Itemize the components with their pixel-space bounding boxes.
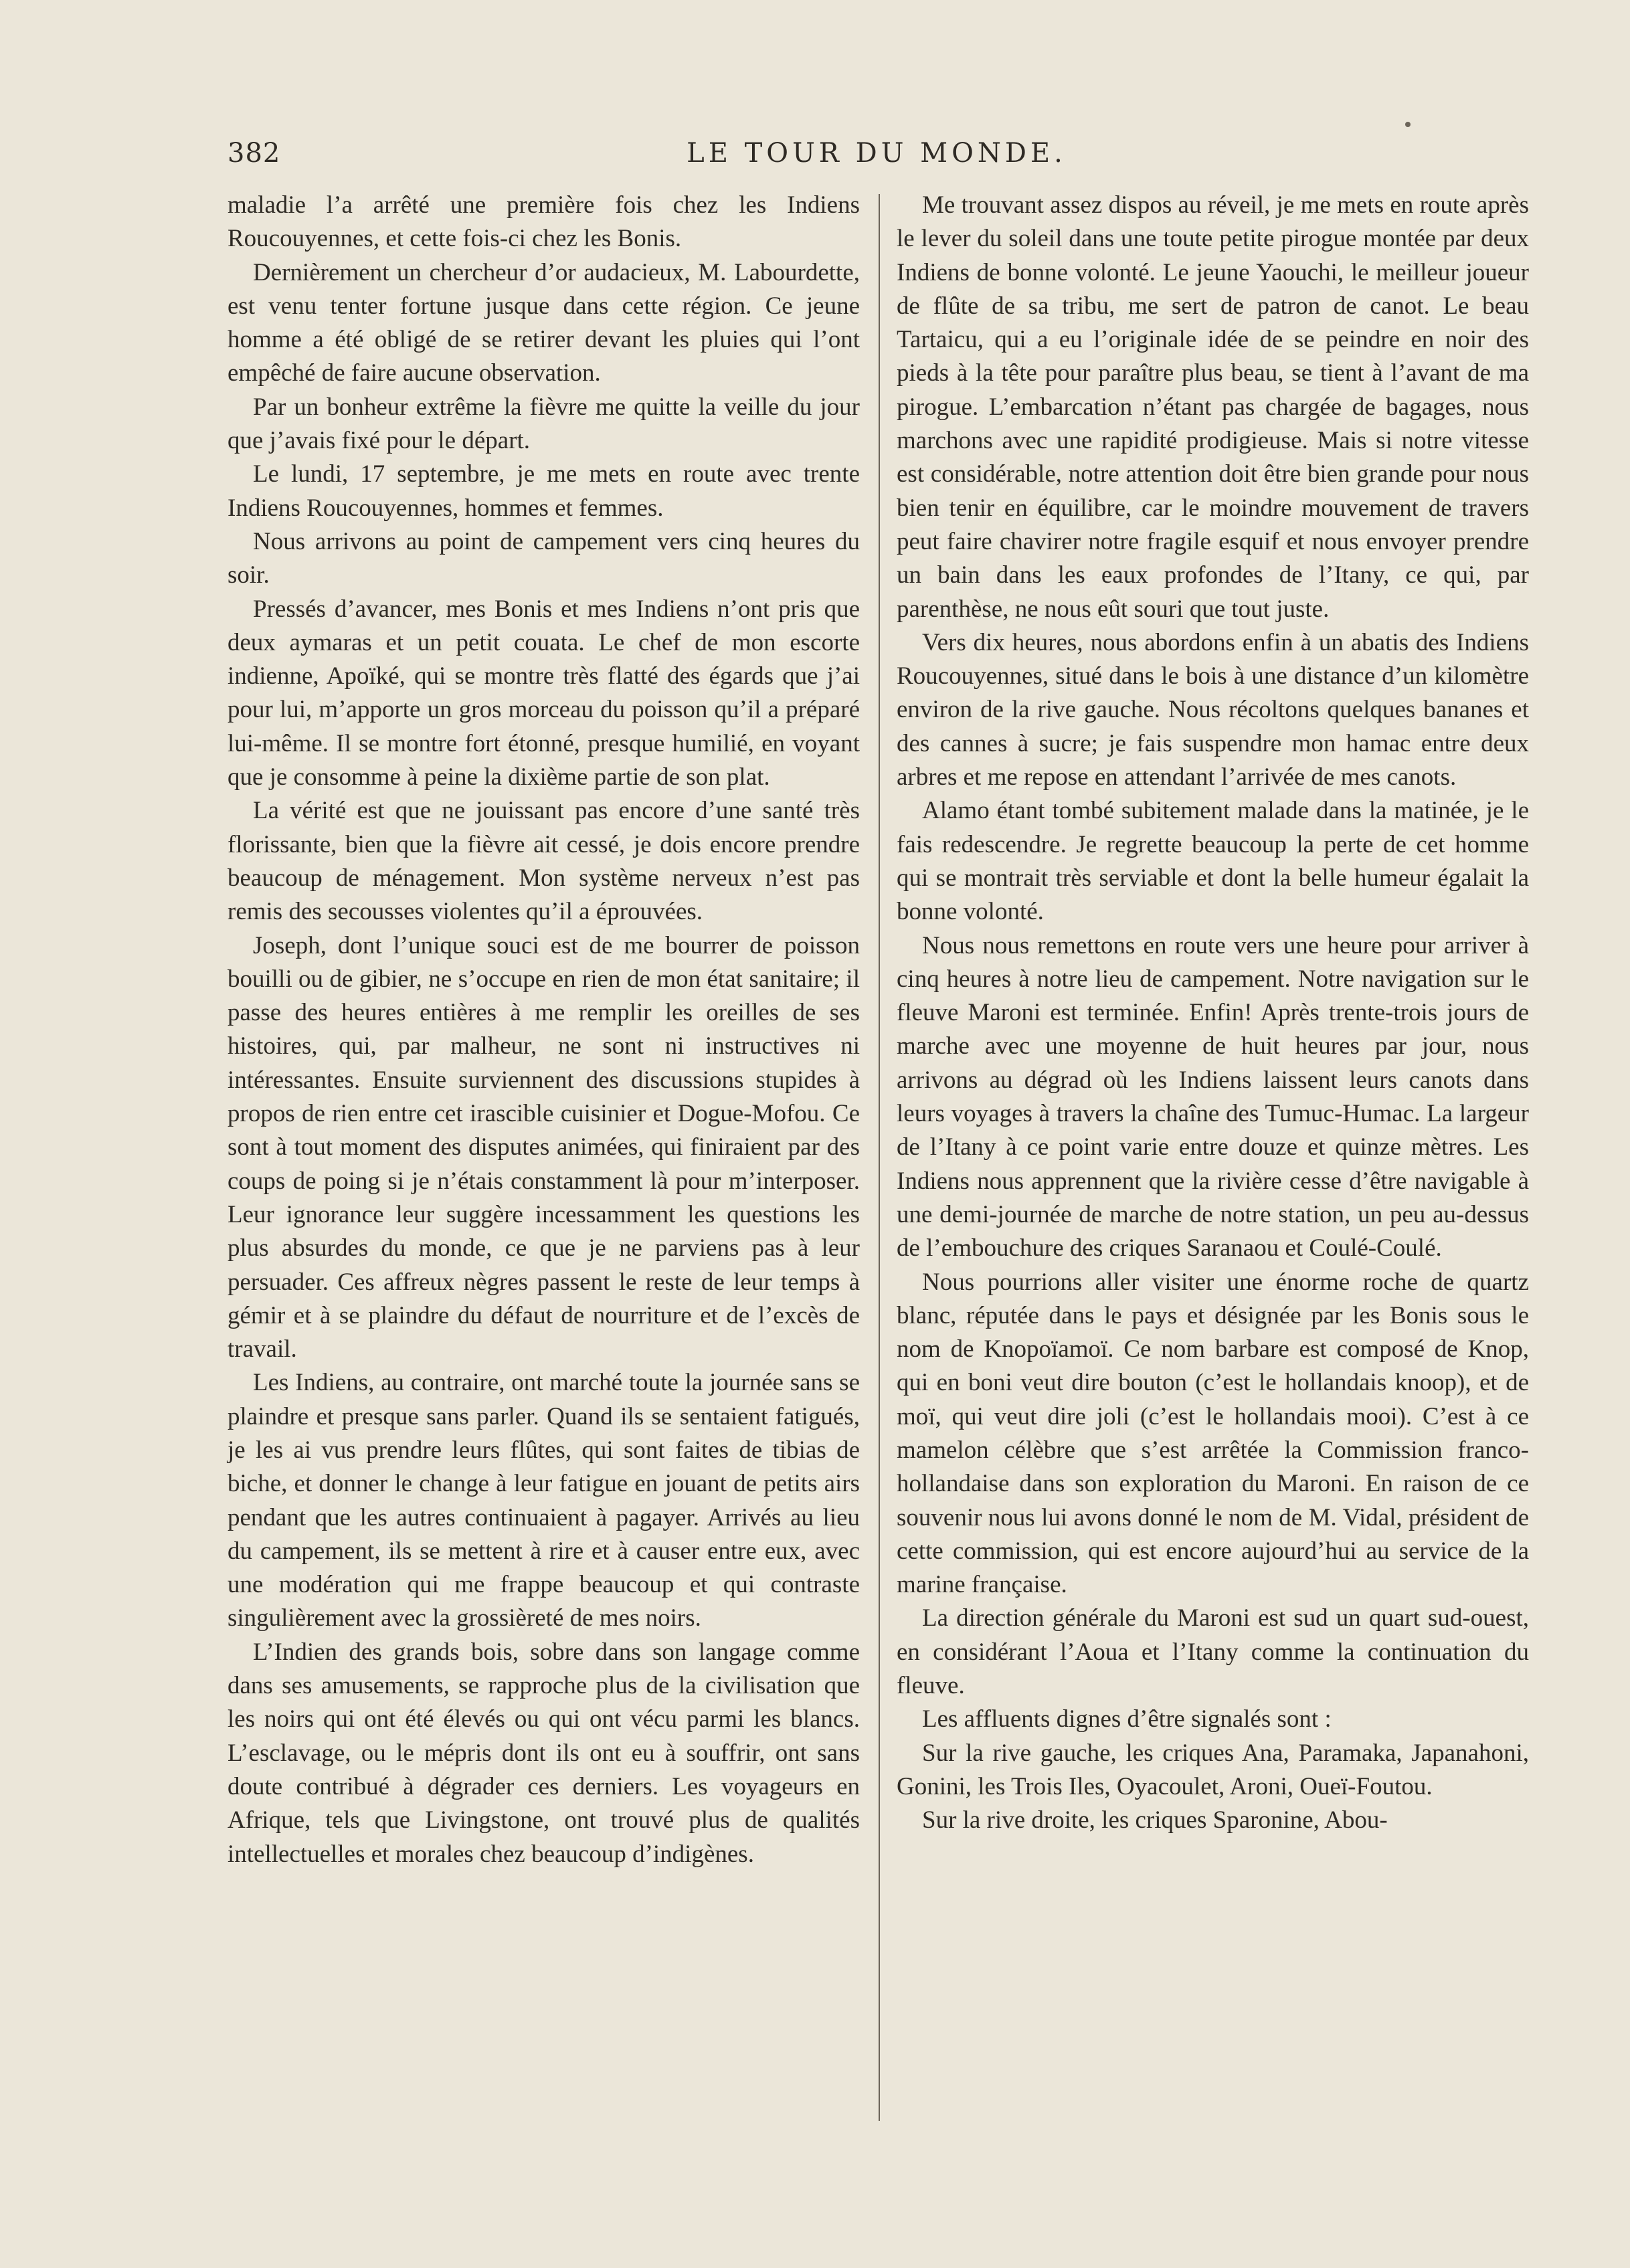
column-divider [879, 194, 880, 2121]
paragraph: Par un bonheur extrême la fièvre me quitte la veille du jour que j’avais fixé pour le départ. [228, 393, 860, 455]
page-number: 382 [228, 138, 281, 169]
left-column [228, 189, 860, 1871]
page-header [228, 138, 1526, 178]
running-title: LE TOUR DU MONDE. [687, 138, 1067, 169]
paragraph: Pressés d’avancer, mes Bonis et mes Indiens n’ont pris que deux aymaras et un petit couata. Le chef de mon escorte indienne, Apoïké, qui se montre très flatté des égards que j’ai pour lui, m’apporte un gros morceau du poisson qu’il a préparé lui-même. Il se montre fort étonné, presque humilié, en voyant que je consomme à peine la dixième partie de son plat. [228, 595, 860, 791]
paragraph: La direction générale du Maroni est sud un quart sud-ouest, en considérant l’Aoua et l’Itany comme la continuation du fleuve. [897, 1604, 1529, 1700]
paragraph: Les affluents dignes d’être signalés sont : [922, 1705, 1332, 1733]
paragraph: Les Indiens, au contraire, ont marché toute la journée sans se plaindre et presque sans parler. Quand ils se sentaient fatigués, je les ai vus prendre leurs flûtes, qui sont faites de tibias de biche, et donner le change à leur fatigue en jouant de petits airs pendant que les autres continuaient à pagayer. Arrivés au lieu du campement, ils se mettent à rire et à causer entre eux, avec une modération qui me frappe beaucoup et qui contraste singulièrement avec la grossièreté de mes noirs. [228, 1369, 860, 1632]
paragraph: Alamo étant tombé subitement malade dans la matinée, je le fais redescendre. Je regrette beaucoup la perte de cet homme qui se montrait très serviable et dont la belle humeur égalait la bonne volonté. [897, 797, 1529, 926]
ink-speck [1405, 122, 1411, 127]
paragraph: Me trouvant assez dispos au réveil, je me mets en route après le lever du soleil dans une toute petite pirogue montée par deux Indiens de bonne volonté. Le jeune Yaouchi, le meilleur joueur de flûte de sa tribu, me sert de patron de canot. Le beau Tartaicu, qui a eu l’originale idée de se peindre en noir des pieds à la tête pour paraître plus beau, se tient à l’avant de ma pirogue. L’embarcation n’étant pas chargée de bagages, nous marchons avec une rapidité prodigieuse. Mais si notre vitesse est considérable, notre attention doit être bien grande pour nous bien tenir en équilibre, car le moindre mouvement de travers peut faire chavirer notre fragile esquif et nous envoyer prendre un bain dans les eaux profondes de l’Itany, ce qui, par parenthèse, ne nous eût souri que tout juste. [897, 191, 1529, 623]
right-column [897, 189, 1529, 1838]
paragraph: Vers dix heures, nous abordons enfin à un abatis des Indiens Roucouyennes, situé dans le bois à une distance d’un kilomètre environ de la rive gauche. Nous récoltons quelques bananes et des cannes à sucre; je fais suspendre mon hamac entre deux arbres et me repose en attendant l’arrivée de mes canots. [897, 628, 1529, 791]
paragraph: maladie l’a arrêté une première fois chez les Indiens Roucouyennes, et cette fois-ci chez les Bonis. [228, 191, 860, 253]
paragraph: Nous arrivons au point de campement vers cinq heures du soir. [228, 527, 860, 589]
paragraph: Sur la rive gauche, les criques Ana, Paramaka, Japanahoni, Gonini, les Trois Iles, Oyacoulet, Aroni, Oueï-Foutou. [897, 1739, 1529, 1800]
paragraph: Joseph, dont l’unique souci est de me bourrer de poisson bouilli ou de gibier, ne s’occupe en rien de mon état sanitaire; il passe des heures entières à me remplir les oreilles de ses histoires, qui, par malheur, ne sont ni instructives ni intéressantes. Ensuite surviennent des discussions stupides à propos de rien entre cet irascible cuisinier et Dogue-Mofou. Ce sont à tout moment des disputes animées, qui finiraient par des coups de poing si je n’étais constamment là pour m’interposer. Leur ignorance leur suggère incessamment les questions les plus absurdes du monde, ce que je ne parviens pas à leur persuader. Ces affreux nègres passent le reste de leur temps à gémir et à se plaindre du défaut de nourriture et de l’excès de travail. [228, 931, 860, 1363]
paragraph: Nous nous remettons en route vers une heure pour arriver à cinq heures à notre lieu de campement. Notre navigation sur le fleuve Maroni est terminée. Enfin! Après trente-trois jours de marche avec une moyenne de huit heures par jour, nous arrivons au dégrad où les Indiens laissent leurs canots dans leurs voyages à travers la chaîne des Tumuc-Humac. La largeur de l’Itany à ce point varie entre douze et quinze mètres. Les Indiens nous apprennent que la rivière cesse d’être navigable à une demi-journée de marche de notre station, un peu au-dessus de l’embouchure des criques Saranaou et Coulé-Coulé. [897, 931, 1529, 1262]
paragraph: Dernièrement un chercheur d’or audacieux, M. Labourdette, est venu tenter fortune jusque dans cette région. Ce jeune homme a été obligé de se retirer devant les pluies qui l’ont empêché de faire aucune observation. [228, 258, 860, 387]
paragraph: Nous pourrions aller visiter une énorme roche de quartz blanc, réputée dans le pays et désignée par les Bonis sous le nom de Knopoïamoï. Ce nom barbare est composé de Knop, qui en boni veut dire bouton (c’est le hollandais knoop), et de moï, qui veut dire joli (c’est le hollandais mooi). C’est à ce mamelon célèbre que s’est arrêtée la Commission franco-hollandaise dans son exploration du Maroni. En raison de ce souvenir nous lui avons donné le nom de M. Vidal, président de cette commission, qui est encore aujourd’hui au service de la marine française. [897, 1268, 1529, 1599]
paragraph: Sur la rive droite, les criques Sparonine, Abou- [922, 1806, 1388, 1834]
paragraph: Le lundi, 17 septembre, je me mets en route avec trente Indiens Roucouyennes, hommes et femmes. [228, 460, 860, 522]
paragraph: L’Indien des grands bois, sobre dans son langage comme dans ses amusements, se rapproche plus de la civilisation que les noirs qui ont été élevés ou qui ont vécu parmi les blancs. L’esclavage, ou le mépris dont ils ont eu à souffrir, ont sans doute contribué à dégrader ces derniers. Les voyageurs en Afrique, tels que Livingstone, ont trouvé plus de qualités intellectuelles et morales chez beaucoup d’indigènes. [228, 1638, 860, 1868]
paragraph: La vérité est que ne jouissant pas encore d’une santé très florissante, bien que la fièvre ait cessé, je dois encore prendre beaucoup de ménagement. Mon système nerveux n’est pas remis des secousses violentes qu’il a éprouvées. [228, 797, 860, 926]
